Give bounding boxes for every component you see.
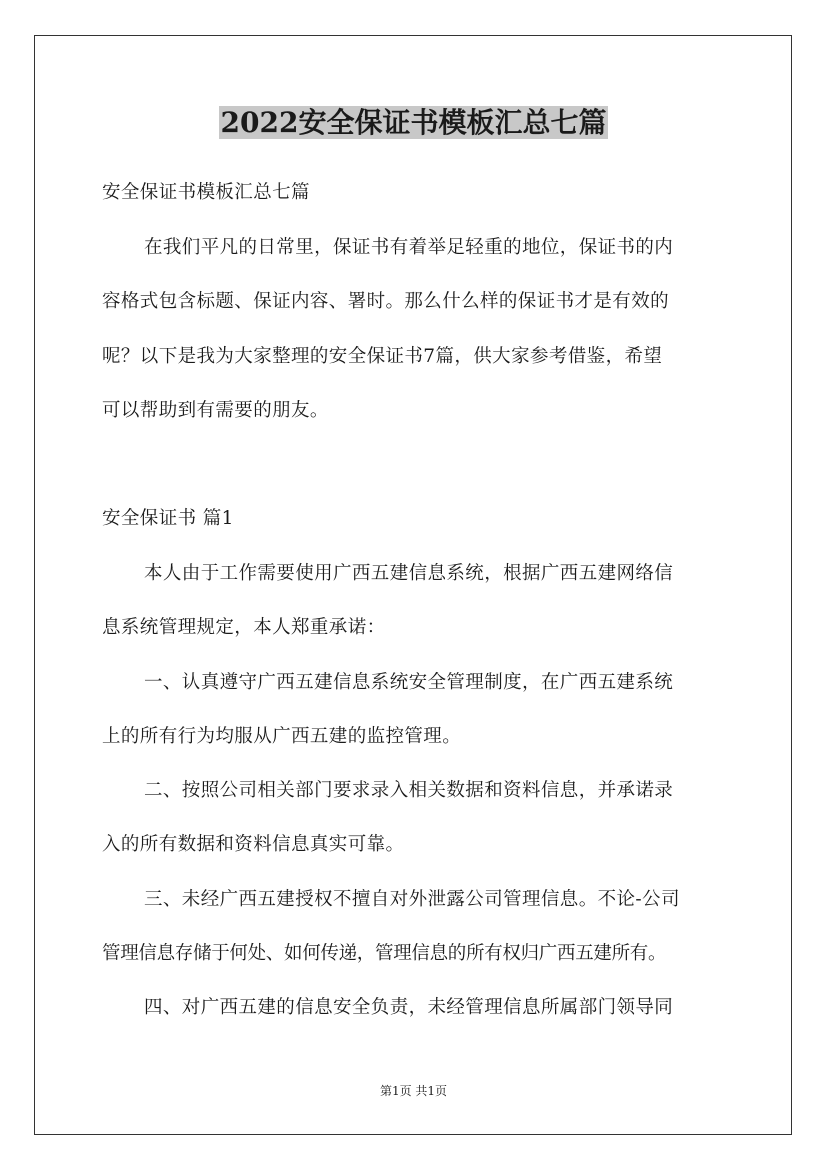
subtitle: 安全保证书模板汇总七篇 [102,182,310,203]
intro-line: 呢？以下是我为大家整理的安全保证书7篇，供大家参考借鉴，希望 [102,346,663,367]
intro-line: 在我们平凡的日常里，保证书有着举足轻重的地位，保证书的内 [144,237,674,258]
body-line: 息系统管理规定，本人郑重承诺： [102,617,386,638]
intro-line: 容格式包含标题、保证内容、署时。那么什么样的保证书才是有效的 [102,291,670,312]
body-line: 二、按照公司相关部门要求录入相关数据和资料信息，并承诺录 [144,780,674,801]
section-heading: 安全保证书 篇1 [102,508,234,529]
body-line: 上的所有行为均服从广西五建的监控管理。 [102,726,462,747]
body-line: 三、未经广西五建授权不擅自对外泄露公司管理信息。不论-公司 [144,889,680,910]
body-line: 本人由于工作需要使用广西五建信息系统，根据广西五建网络信 [144,563,674,584]
document-title: 2022安全保证书模板汇总七篇 [220,106,607,139]
body-line: 四、对广西五建的信息安全负责，未经管理信息所属部门领导同 [144,997,674,1018]
body-line: 一、认真遵守广西五建信息系统安全管理制度，在广西五建系统 [144,672,674,693]
intro-line: 可以帮助到有需要的朋友。 [102,400,329,421]
body-line: 入的所有数据和资料信息真实可靠。 [102,834,405,855]
page-footer: 第1页 共1页 [379,1084,448,1098]
body-line: 管理信息存储于何处、如何传递，管理信息的所有权归广西五建所有。 [102,943,667,964]
